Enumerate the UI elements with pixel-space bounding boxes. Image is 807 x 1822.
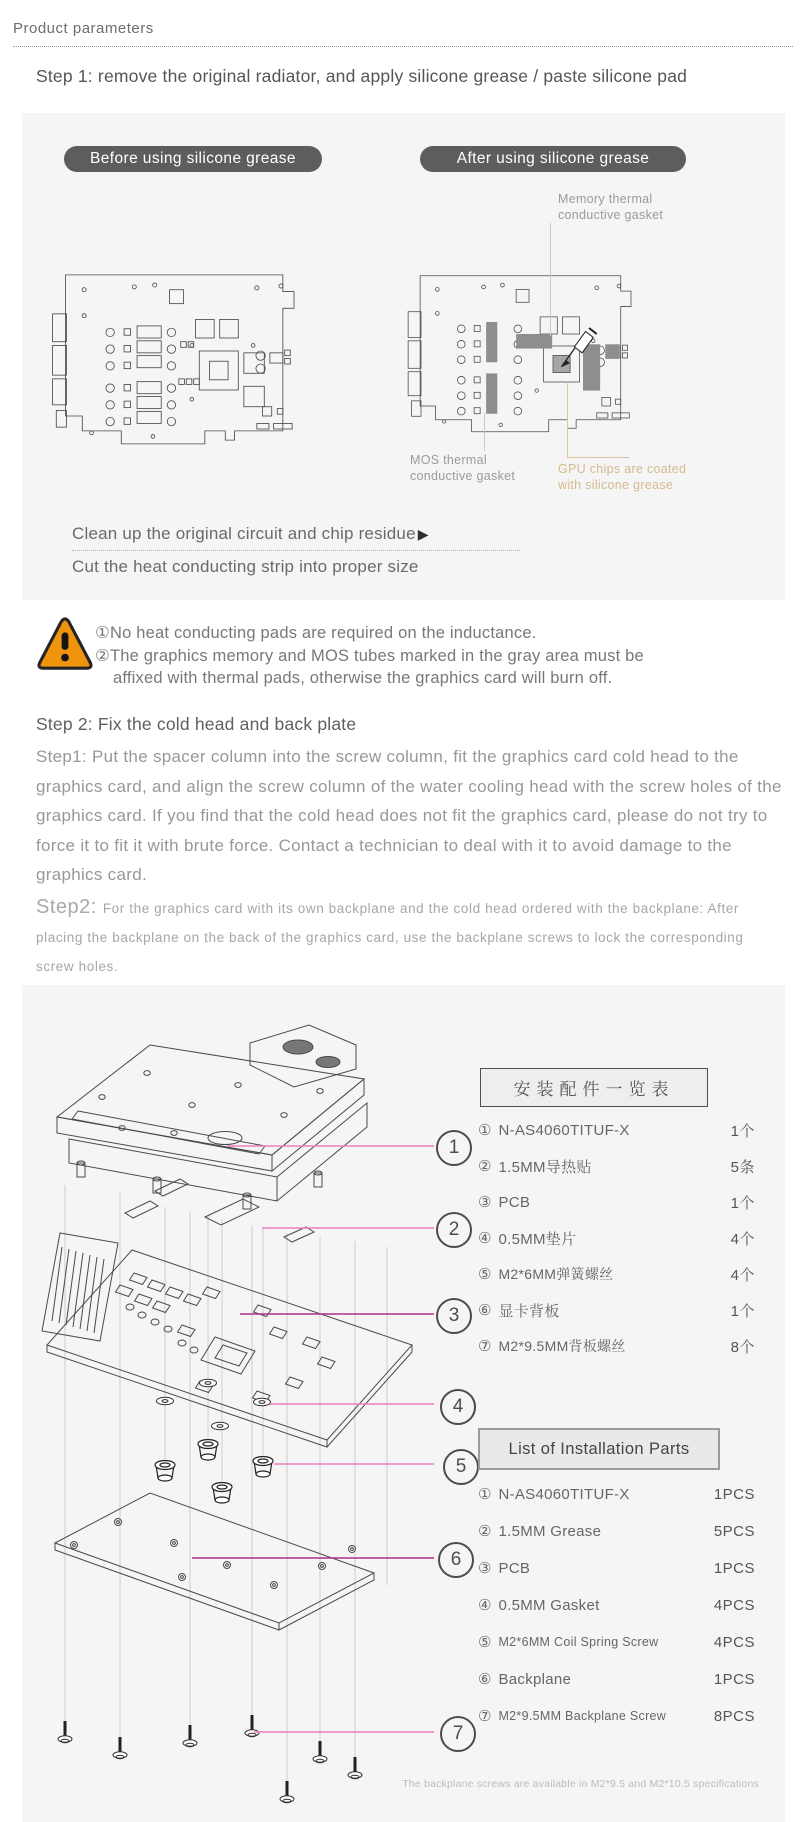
exploded-assembly-diagram [22, 985, 442, 1822]
row-qty: 5条 [730, 1158, 755, 1176]
backplane-screw-footnote: The backplane screws are available in M2*9.5 and M2*10.5 specifications [402, 1778, 759, 1790]
row-qty: 8个 [730, 1338, 755, 1356]
row-number: ⑥ [478, 1302, 492, 1319]
table-row [478, 1557, 755, 1579]
callout-2: 2 [436, 1212, 472, 1248]
step2-paragraph2 [36, 893, 754, 981]
row-name: 显卡背板 [498, 1302, 560, 1320]
row-number: ⑦ [478, 1338, 492, 1355]
callout-1: 1 [436, 1130, 472, 1166]
row-qty: 4个 [730, 1266, 755, 1284]
badge-after: After using silicone grease [420, 146, 686, 172]
table-row [478, 1483, 755, 1505]
row-number: ② [478, 1523, 492, 1540]
cn-parts-table [478, 1119, 755, 1371]
cn-parts-table-title: 安装配件一览表 [480, 1068, 708, 1107]
row-number: ③ [478, 1194, 492, 1211]
row-number: ⑤ [478, 1266, 492, 1283]
cold-head [57, 1025, 367, 1209]
row-name: N-AS4060TITUF-X [498, 1121, 630, 1139]
row-qty: 1个 [730, 1122, 755, 1140]
mos-gasket-label: MOS thermal conductive gasket [410, 453, 516, 483]
en-parts-table [478, 1483, 755, 1742]
callout-7: 7 [440, 1716, 476, 1752]
memory-gasket-label: Memory thermal conductive gasket [558, 192, 664, 222]
pcb-before-diagram [40, 260, 340, 455]
warning-line-1: ①No heat conducting pads are required on the inductance. [95, 624, 537, 642]
spring-screws [155, 1440, 273, 1504]
row-qty: 4PCS [713, 1633, 755, 1651]
cleanup-note-text: Clean up the original circuit and chip residue [72, 524, 416, 543]
warning-line-3: affixed with thermal pads, otherwise the graphics card will burn off. [113, 669, 613, 687]
row-number: ⑤ [478, 1634, 492, 1651]
row-number: ④ [478, 1230, 492, 1247]
callout-4: 4 [440, 1389, 476, 1425]
badge-before: Before using silicone grease [64, 146, 322, 172]
table-row [478, 1668, 755, 1690]
row-number: ④ [478, 1597, 492, 1614]
row-qty: 5PCS [713, 1522, 755, 1540]
row-name: 1.5MM Grease [498, 1522, 602, 1540]
warning-line-2: ②The graphics memory and MOS tubes marked in the gray area must be [95, 646, 644, 665]
row-number: ① [478, 1486, 492, 1503]
row-name: M2*6MM Coil Spring Screw [498, 1635, 659, 1649]
row-name: N-AS4060TITUF-X [498, 1485, 630, 1503]
backplane-plate [55, 1493, 374, 1630]
row-qty: 8PCS [713, 1707, 755, 1725]
warning-text [95, 622, 644, 690]
table-row [478, 1191, 755, 1213]
row-qty: 1个 [730, 1194, 755, 1212]
row-qty: 4个 [730, 1230, 755, 1248]
table-row [478, 1227, 755, 1249]
row-name: M2*9.5MM背板螺丝 [498, 1338, 626, 1354]
table-row [478, 1594, 755, 1616]
section-header: Product parameters [13, 20, 793, 47]
table-row [478, 1155, 755, 1177]
row-number: ① [478, 1122, 492, 1139]
callout-6: 6 [438, 1542, 474, 1578]
row-qty: 1PCS [713, 1559, 755, 1577]
cleanup-note [72, 524, 520, 551]
row-number: ③ [478, 1560, 492, 1577]
gpu-label-underline [567, 457, 629, 458]
grease-panel [22, 113, 785, 600]
table-row [478, 1263, 755, 1285]
row-qty: 4PCS [713, 1596, 755, 1614]
row-name: PCB [498, 1193, 531, 1211]
row-name: M2*6MM弹簧螺丝 [498, 1266, 614, 1282]
step2-paragraph1: Step1: Put the spacer column into the screw column, fit the graphics card cold head to the graphics card, and align the screw column of the water cooling head with the screw holes of the graphics card. If you find that the cold head does not fit the graphics card, please do not try to force it to fit it with brute force. Contact a technician to deal with it to avoid damage to the graphics card. [36, 747, 782, 884]
pcb-after-diagram [385, 262, 685, 442]
table-row [478, 1631, 755, 1653]
row-qty: 1PCS [713, 1485, 755, 1503]
gpu-grease-label: GPU chips are coated with silicone grease [558, 462, 687, 492]
parts-panel [22, 985, 785, 1822]
gpu-label-line [567, 382, 568, 458]
en-parts-table-title: List of Installation Parts [478, 1428, 720, 1470]
cut-strip-note: Cut the heat conducting strip into proper size [72, 557, 419, 576]
step2-sub-text: For the graphics card with its own backplane and the cold head ordered with the backplane: After placing the backplane on the back of the graphics card, use the backplane screws to lock the corresponding screw holes. [36, 901, 744, 974]
row-name: Backplane [498, 1670, 572, 1688]
table-row [478, 1335, 755, 1357]
step1-title: Step 1: remove the original radiator, and apply silicone grease / paste silicone pad [36, 66, 688, 86]
table-row [478, 1299, 755, 1321]
mos-label-line [484, 413, 485, 451]
table-row [478, 1520, 755, 1542]
row-number: ⑥ [478, 1671, 492, 1688]
pcb-board [42, 1233, 412, 1447]
callout-leader-lines [192, 1146, 434, 1732]
row-name: PCB [498, 1559, 531, 1577]
row-name: M2*9.5MM Backplane Screw [498, 1709, 667, 1723]
row-number: ② [478, 1158, 492, 1175]
warning-triangle-icon [36, 614, 94, 676]
row-qty: 1个 [730, 1302, 755, 1320]
callout-3: 3 [436, 1298, 472, 1334]
row-qty: 1PCS [713, 1670, 755, 1688]
table-row [478, 1119, 755, 1141]
backplane-screws [58, 1715, 362, 1803]
step2-title: Step 2: Fix the cold head and back plate [36, 714, 357, 734]
row-number: ⑦ [478, 1708, 492, 1725]
step2-sub-label: Step2: [36, 896, 97, 918]
play-arrow-icon: ▶ [417, 526, 429, 542]
row-name: 0.5MM垫片 [498, 1230, 577, 1248]
callout-5: 5 [443, 1449, 479, 1485]
row-name: 0.5MM Gasket [498, 1596, 600, 1614]
row-name: 1.5MM导热贴 [498, 1158, 592, 1176]
table-row [478, 1705, 755, 1727]
memory-label-line [550, 223, 551, 336]
